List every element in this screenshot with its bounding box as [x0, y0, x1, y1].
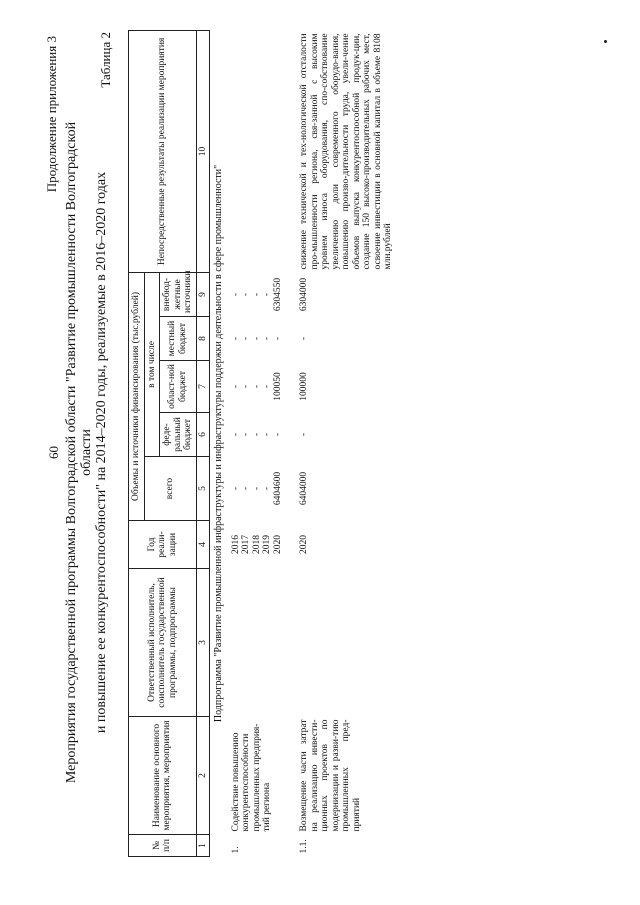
row-extra: 6304000 — [299, 277, 309, 312]
row-executor — [229, 569, 286, 717]
row-local: - - - - - — [230, 336, 283, 341]
header-total: всего — [144, 457, 196, 521]
table-row — [285, 30, 396, 856]
document-title — [64, 100, 109, 805]
row-name: Возмещение части затрат на реализацию инвести-ционных проектов по модернизации и разви-тию промышленных пред-приятий — [299, 719, 362, 832]
header-year: Год реали-зации — [129, 521, 197, 569]
row-year: 2020 — [299, 535, 309, 554]
row-result — [229, 30, 286, 272]
row-local: - — [299, 336, 309, 341]
column-number: 5 — [196, 457, 210, 521]
row-extra: - - - - 6304550 — [230, 277, 283, 312]
subprogram-title: Подпрограмма "Развитие промышленной инфраструктуры и инфраструктуры поддержки деятельности в сфере промышленности" — [213, 164, 224, 723]
header-local: местный бюджет — [160, 317, 197, 361]
subprogram-row — [210, 30, 229, 856]
header-extra: внебюд-жетные источники — [160, 272, 197, 316]
column-number: 1 — [196, 835, 210, 857]
row-result: снижение технической и тех-нологической отсталости про-мышленности региона, свя-занной с высоким уровнем износа оборудования, спо-собствование увеличению доли современного оборудо-вания, повышению произво-дительности труда, увели-чение объемов выпуска конкурентоспособной продук-ции, создание 150 высоко-производительных рабочих мест, освоение инвестиции в основной капитал в объеме 8108 млн.рублей — [299, 33, 393, 270]
row-executor — [285, 569, 396, 717]
header-num: № п/п — [129, 835, 197, 857]
header-including: в том числе — [144, 272, 160, 456]
header-executor: Ответственный исполнитель, соисполнитель государственной программы, подпрограммы — [129, 569, 197, 717]
header-federal: феде-ральный бюджет — [160, 413, 197, 457]
column-number: 7 — [196, 361, 210, 413]
title-line-2: и повышение ее конкурентоспособности" на 2014–2020 годы, реализуемые в 2016–2020 годах — [94, 171, 109, 734]
column-number: 4 — [196, 521, 210, 569]
row-regional: - - - - 100050 — [230, 372, 283, 401]
header-funding: Объемы и источники финансирования (тыс.рублей) — [129, 272, 145, 520]
row-years: 2016 2017 2018 2019 2020 — [230, 535, 283, 554]
row-num: 1.1. — [299, 839, 309, 854]
column-number: 2 — [196, 717, 210, 835]
table-label: Таблица 2 — [98, 32, 113, 88]
column-number-row — [196, 30, 210, 856]
column-number: 6 — [196, 413, 210, 457]
measures-table — [128, 30, 396, 857]
row-num: 1. — [230, 846, 241, 854]
column-number: 8 — [196, 317, 210, 361]
header-name: Наименование основного мероприятия, мероприятия — [129, 717, 197, 835]
continuation-label: Продолжение приложения 3 — [44, 36, 59, 193]
page-number: 60 — [46, 446, 61, 459]
table-row — [229, 30, 286, 856]
header-results: Непосредственные результаты реализации мероприятия — [129, 30, 197, 272]
row-total: - - - - 6404600 — [230, 471, 283, 506]
row-name: Содействие повышению конкурентоспособности промышленных предприя-тий региона — [230, 723, 272, 832]
column-number: 3 — [196, 569, 210, 717]
column-number: 9 — [196, 272, 210, 316]
title-line-1: Мероприятия государственной программы Волгоградской области "Развитие промышленности Волгоградской области — [64, 121, 94, 784]
row-regional: 100000 — [299, 372, 309, 401]
row-federal: - - - - - — [230, 432, 283, 437]
header-regional: област-ной бюджет — [160, 361, 197, 413]
row-total: 6404000 — [299, 471, 309, 506]
row-federal: - — [299, 432, 309, 437]
column-number: 10 — [196, 30, 210, 272]
